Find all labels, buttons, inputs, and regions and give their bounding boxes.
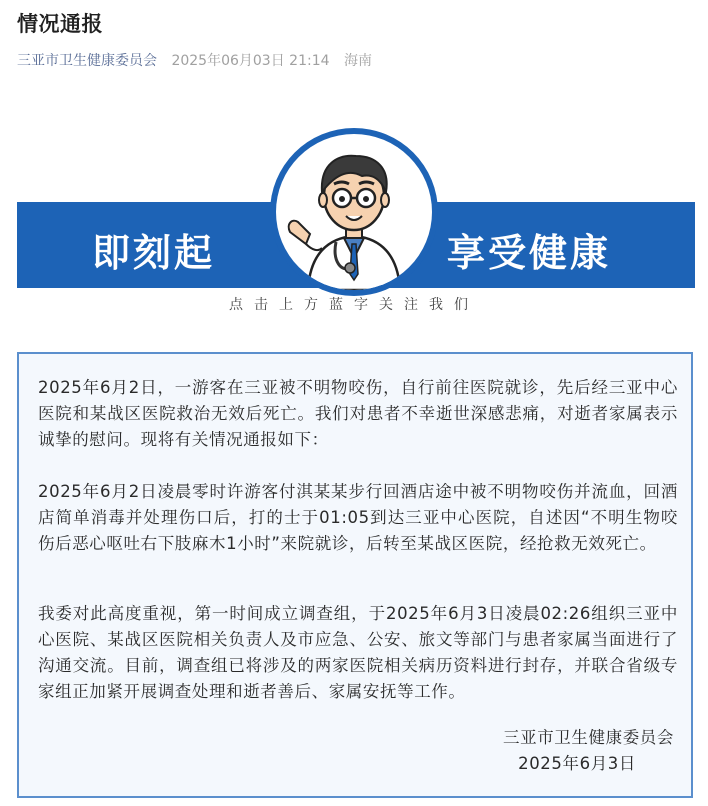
doctor-illustration-icon	[276, 134, 432, 290]
article-meta	[17, 50, 372, 70]
banner-slogan-left: 即刻起	[92, 231, 216, 275]
notice-paragraph-2: 2025年6月2日凌晨零时许游客付淇某某步行回酒店途中被不明物咬伤并流血，回酒店简单消毒并处理伤口后，打的士于01:05到达三亚中心医院，自述因“不明生物咬伤后恶心呕吐右下肢麻木1小时”来院就诊，后转至某战区医院，经抢救无效死亡。	[38, 482, 678, 553]
author-link[interactable]: 三亚市卫生健康委员会	[17, 53, 157, 69]
article-title: 情况通报	[17, 12, 103, 36]
signature-organization: 三亚市卫生健康委员会	[503, 728, 674, 747]
signature-date: 2025年6月3日	[518, 754, 636, 773]
banner[interactable]	[0, 128, 708, 328]
banner-slogan-right: 享受健康	[447, 231, 612, 275]
notice-paragraph-3: 我委对此高度重视，第一时间成立调查组，于2025年6月3日凌晨02:26组织三亚中心医院、某战区医院相关负责人及市应急、公安、旅文等部门与患者家属当面进行了沟通交流。目前，调查组已将涉及的两家医院相关病历资料进行封存，并联合省级专家组正加紧开展调查处理和逝者善后、家属安抚等工作。	[38, 604, 678, 701]
publish-location: 海南	[343, 53, 372, 69]
publish-datetime: 2025年06月03日 21:14	[171, 53, 330, 69]
notice-box	[17, 352, 693, 798]
follow-prompt: 点击上方蓝字关注我们	[229, 297, 479, 313]
notice-paragraph-1: 2025年6月2日，一游客在三亚被不明物咬伤，自行前往医院就诊，先后经三亚中心医院和某战区医院救治无效后死亡。我们对患者不幸逝世深感悲痛，对逝者家属表示诚挚的慰问。现将有关情况通报如下：	[38, 378, 678, 449]
